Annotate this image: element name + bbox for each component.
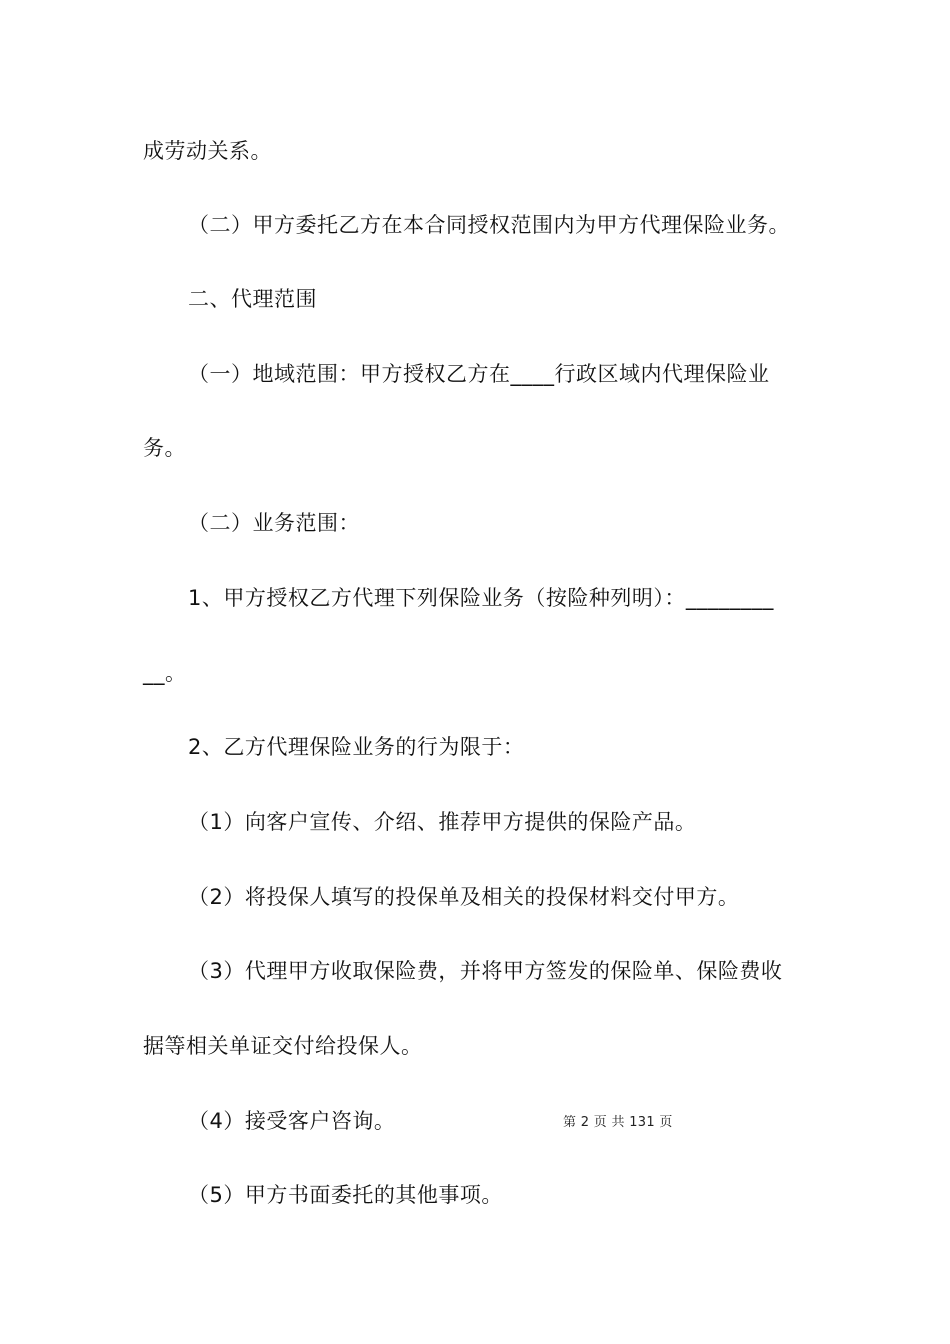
paragraph-line: （2）将投保人填写的投保单及相关的投保材料交付甲方。 xyxy=(188,885,740,909)
paragraph-line: （一）地域范围：甲方授权乙方在____行政区域内代理保险业 xyxy=(188,362,770,386)
paragraph-line: 2、乙方代理保险业务的行为限于： xyxy=(188,735,525,759)
paragraph-line: 务。 xyxy=(143,436,186,460)
paragraph-line: __。 xyxy=(143,661,187,685)
section-heading: 二、代理范围 xyxy=(188,287,317,311)
paragraph-line: （1）向客户宣传、介绍、推荐甲方提供的保险产品。 xyxy=(188,810,697,834)
page-number-footer: 第 2 页 共 131 页 xyxy=(563,1115,673,1130)
paragraph-line: （3）代理甲方收取保险费，并将甲方签发的保险单、保险费收 xyxy=(188,959,783,983)
paragraph-line: （二）业务范围： xyxy=(188,511,360,535)
paragraph-line: 据等相关单证交付给投保人。 xyxy=(143,1034,423,1058)
paragraph-line: （4）接受客户咨询。 xyxy=(188,1109,396,1133)
paragraph-line: 成劳动关系。 xyxy=(143,139,272,163)
paragraph-line: 1、甲方授权乙方代理下列保险业务（按险种列明）：________ xyxy=(188,586,774,610)
paragraph-line: （二）甲方委托乙方在本合同授权范围内为甲方代理保险业务。 xyxy=(188,213,790,237)
paragraph-line: （5）甲方书面委托的其他事项。 xyxy=(188,1183,503,1207)
